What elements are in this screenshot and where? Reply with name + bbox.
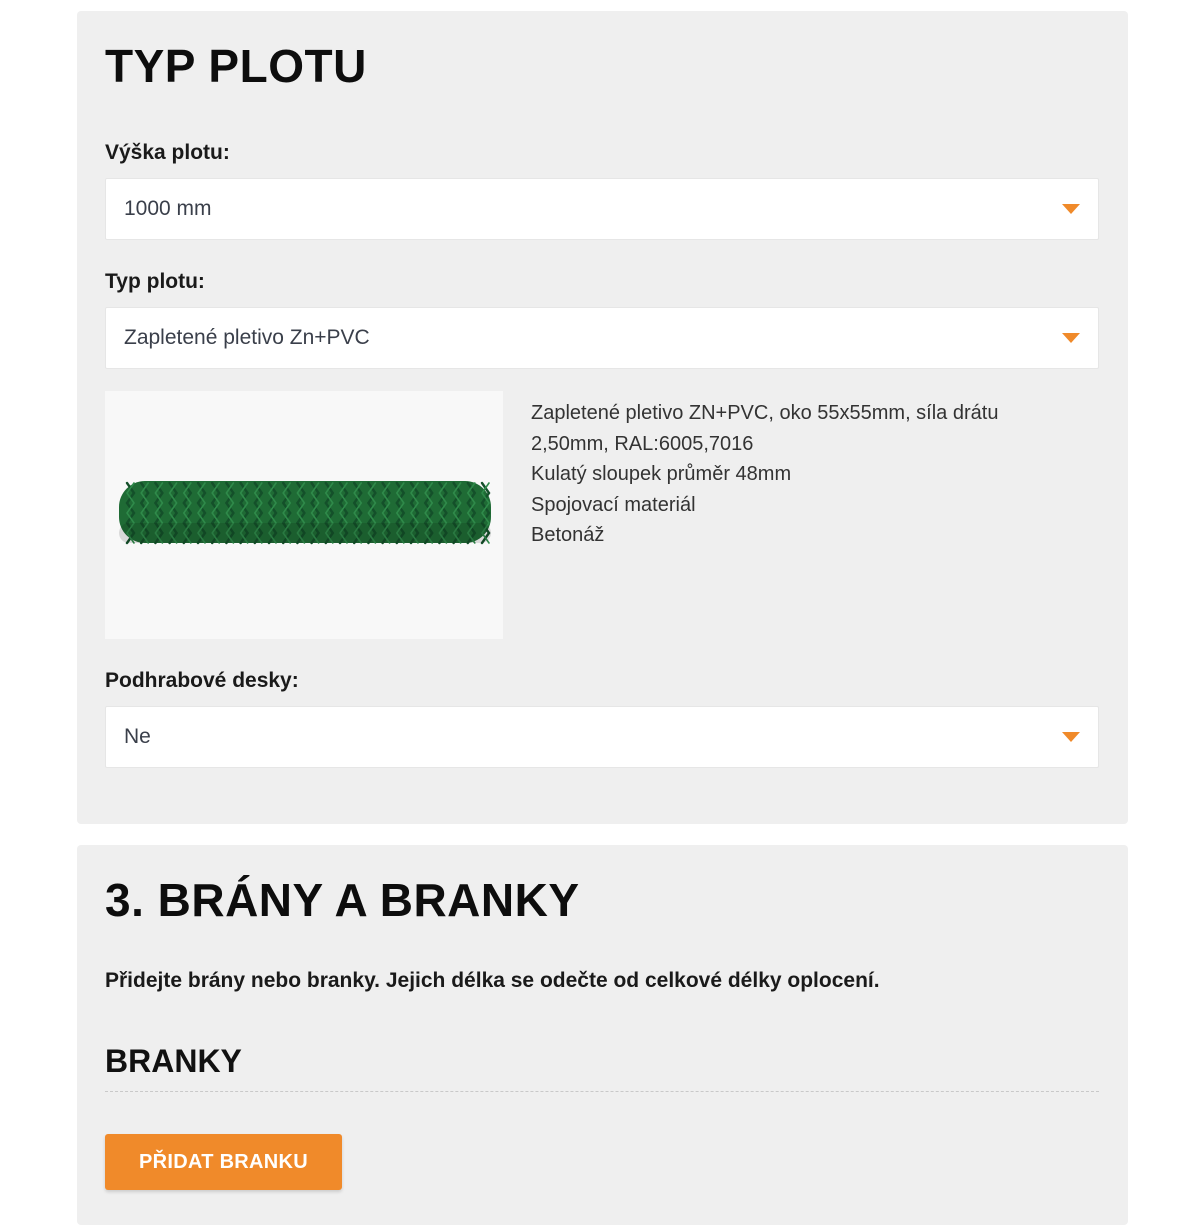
fence-type-label: Typ plotu: bbox=[105, 270, 205, 293]
product-description bbox=[531, 398, 1071, 551]
boards-select[interactable] bbox=[105, 706, 1099, 768]
mesh-roll-illustration bbox=[105, 391, 503, 639]
gates-subtitle: BRANKY bbox=[105, 1043, 242, 1079]
product-image bbox=[105, 391, 503, 639]
section-title: TYP PLOTU bbox=[105, 40, 367, 92]
fence-type-select-value: Zapletené pletivo Zn+PVC bbox=[124, 326, 370, 349]
description-line: Spojovací materiál bbox=[531, 493, 696, 516]
caret-down-icon bbox=[1062, 204, 1080, 214]
fence-type-select[interactable] bbox=[105, 307, 1099, 369]
description-line: Zapletené pletivo ZN+PVC, oko 55x55mm, síla drátu bbox=[531, 402, 999, 424]
boards-label: Podhrabové desky: bbox=[105, 669, 299, 692]
description-line: Betonáž bbox=[531, 524, 605, 546]
caret-down-icon bbox=[1062, 333, 1080, 343]
description-line: Kulatý sloupek průměr 48mm bbox=[531, 463, 792, 485]
add-gate-button[interactable]: PŘIDAT BRANKU bbox=[105, 1134, 342, 1190]
gates-intro-text: Přidejte brány nebo branky. Jejich délka se odečte od celkové délky oplocení. bbox=[105, 969, 880, 992]
boards-select-value: Ne bbox=[124, 725, 151, 748]
gates-section bbox=[77, 845, 1128, 1225]
height-select-value: 1000 mm bbox=[124, 197, 212, 220]
section-title: 3. BRÁNY A BRANKY bbox=[105, 874, 580, 926]
caret-down-icon bbox=[1062, 732, 1080, 742]
description-line: 2,50mm, RAL:6005,7016 bbox=[531, 432, 754, 455]
fence-type-section bbox=[77, 11, 1128, 824]
height-label: Výška plotu: bbox=[105, 141, 230, 164]
height-select[interactable] bbox=[105, 178, 1099, 240]
divider bbox=[105, 1091, 1099, 1092]
